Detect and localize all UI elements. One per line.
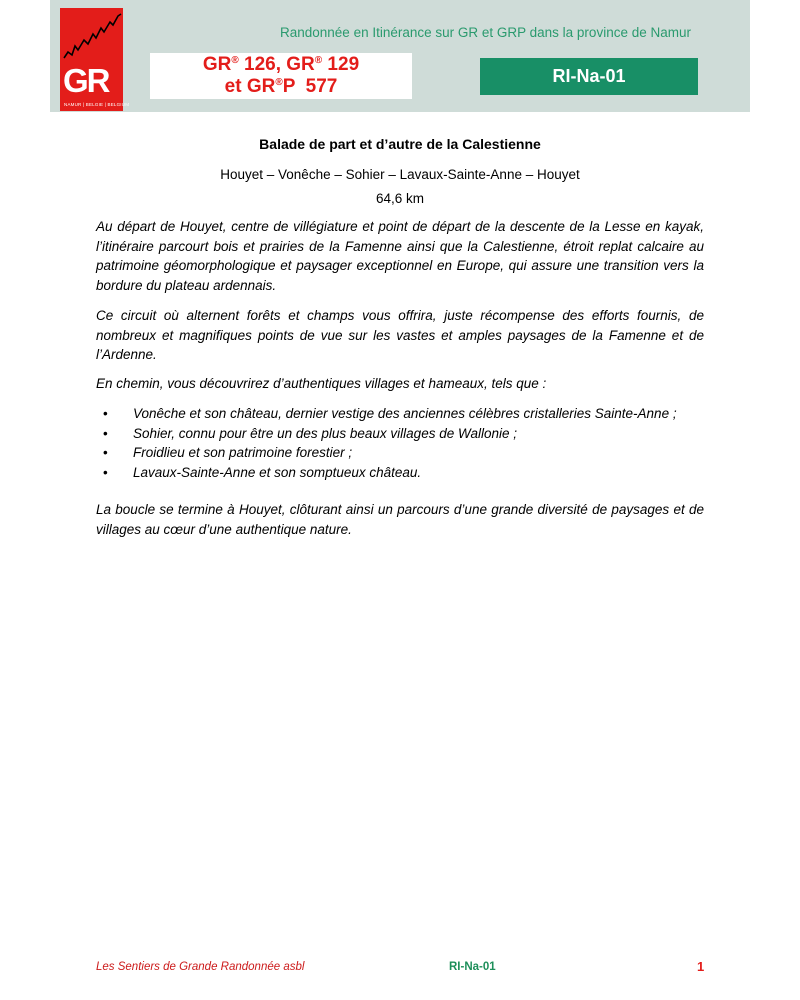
route-distance: 64,6 km xyxy=(375,191,425,206)
bullet-icon: • xyxy=(103,406,108,421)
logo-tagline: NAMUR | BELGIE | BELGIUM xyxy=(64,102,130,107)
series-title: Randonnée en Itinérance sur GR et GRP dans la province de Namur xyxy=(280,25,691,40)
gr-routes-line-1: GR® 126, GR® 129 xyxy=(202,54,360,75)
footer-code: RI-Na-01 xyxy=(449,961,496,973)
circuit-paragraph: Ce circuit où alternent forêts et champs vous offrira, juste récompense des efforts fournis, de nombreux et magnifiques points de vue sur les vastes et amples paysages de la Famenne et de l’Ardenne. xyxy=(96,308,704,362)
villages-intro: En chemin, vous découvrirez d’authentiques villages et hameaux, tels que : xyxy=(96,376,547,391)
list-item: • Froidlieu et son patrimoine forestier ; xyxy=(96,443,704,463)
gr-routes-line-2: et GR®P 577 xyxy=(224,76,338,97)
list-item: • Sohier, connu pour être un des plus beaux villages de Wallonie ; xyxy=(96,424,704,444)
bullet-icon: • xyxy=(103,445,108,460)
page-title: Balade de part et d’autre de la Calestienne xyxy=(259,136,541,152)
bullet-icon: • xyxy=(103,464,108,480)
route-code-badge: RI-Na-01 xyxy=(480,58,698,95)
closing-paragraph: La boucle se termine à Houyet, clôturant ainsi un parcours d’une grande diversité de paysages et de villages au cœur d’une authentique nature. xyxy=(96,502,704,537)
page-number: 1 xyxy=(697,959,705,974)
intro-paragraph: Au départ de Houyet, centre de villégiature et point de départ de la descente de la Lesse en kayak, l’itinéraire parcourt bois et prairies de la Famenne ainsi que la Calestienne, étroit replat calcaire au patrimoine géomorphologique et paysager exceptionnel en Europe, qui assure une transition vers la bordure du plateau ardennais. xyxy=(96,219,704,293)
bullet-icon: • xyxy=(103,425,108,441)
list-item: • Vonêche et son château, dernier vestige des anciennes célèbres cristalleries Sainte-Anne ; xyxy=(96,404,704,424)
route-villages: Houyet – Vonêche – Sohier – Lavaux-Sainte-Anne – Houyet xyxy=(220,167,580,182)
logo-letters: GR xyxy=(63,62,109,99)
footer-organization: Les Sentiers de Grande Randonnée asbl xyxy=(96,961,305,973)
list-item: • Lavaux-Sainte-Anne et son somptueux château. xyxy=(96,463,704,483)
gr-logo xyxy=(60,8,130,111)
villages-list xyxy=(96,404,704,482)
gr-routes-box xyxy=(150,53,412,99)
